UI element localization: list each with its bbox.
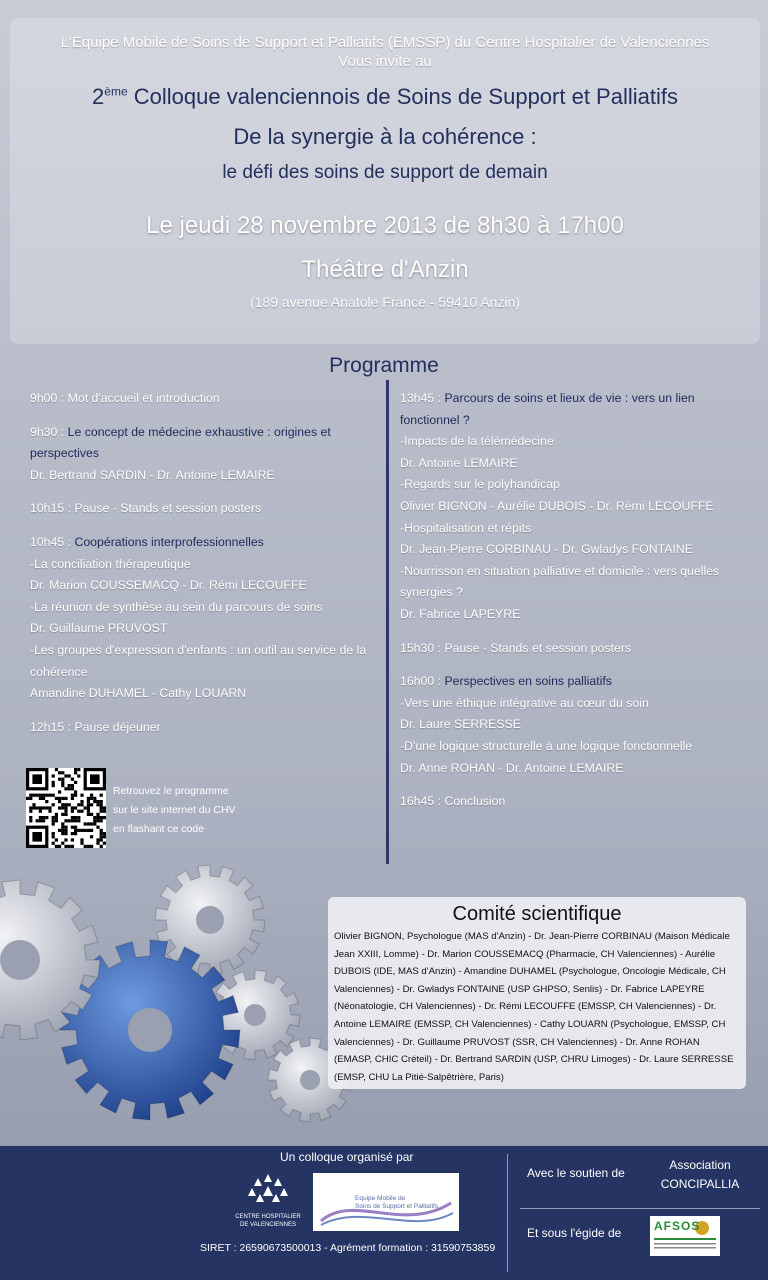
event-subtitle-1: De la synergie à la cohérence : <box>233 124 537 149</box>
qr-code[interactable] <box>26 768 106 848</box>
programme-session <box>30 388 385 410</box>
event-subtitle-2: le défi des soins de support de demain <box>222 162 548 183</box>
programme-session <box>400 388 745 626</box>
event-title-number: 2 <box>92 84 105 109</box>
session-time: 10h45 : <box>30 534 75 549</box>
chv-label <box>228 1213 308 1229</box>
session-title: Parcours de soins et lieux de vie : vers un lien fonctionnel ? <box>400 391 695 427</box>
session-line: Dr. Laure SERRESSE <box>400 717 521 732</box>
event-title-text: Colloque valenciennois de Soins de Support et Palliatifs <box>127 84 678 109</box>
session-heading <box>30 422 385 465</box>
session-line: -Hospitalisation et répits <box>400 520 532 535</box>
chv-logo-icon <box>246 1172 290 1206</box>
session-line: -La réunion de synthèse au sein du parcours de soins <box>30 599 323 614</box>
footer <box>0 1146 768 1280</box>
emssp-logo-text <box>355 1195 438 1211</box>
programme-session <box>30 717 385 739</box>
programme-session <box>400 671 745 779</box>
afsos-logo <box>650 1216 720 1256</box>
session-line: -D'une logique structurelle à une logique fonctionnelle <box>400 738 693 753</box>
programme-session <box>400 791 745 813</box>
session-heading <box>30 498 385 520</box>
session-title: Perspectives en soins palliatifs <box>444 674 612 689</box>
programme-session <box>30 422 385 487</box>
chv-logo <box>228 1172 308 1229</box>
support-label: Avec le soutien de <box>527 1166 625 1180</box>
footer-horizontal-divider <box>520 1208 760 1209</box>
organizer-line: L'Equipe Mobile de Soins de Support et Palliatifs (EMSSP) du Centre Hospitalier de Valenciennes <box>60 34 710 51</box>
session-line: Dr. Fabrice LAPEYRE <box>400 606 521 621</box>
session-title: Pause - Stands et session posters <box>74 501 262 516</box>
session-heading <box>30 388 385 410</box>
session-line: -Impacts de la télémédecine <box>400 434 554 449</box>
session-line: -La conciliation thérapeutique <box>30 556 191 571</box>
emssp-logo-line: Equipe Mobile de <box>355 1195 406 1202</box>
session-line: -Vers une éthique intégrative au cœur du soin <box>400 695 649 710</box>
session-time: 16h45 : <box>400 794 445 809</box>
session-time: 12h15 : <box>30 719 75 734</box>
emssp-logo <box>313 1173 459 1231</box>
session-time: 10h15 : <box>30 501 75 516</box>
session-time: 9h00 : <box>30 391 68 405</box>
session-title: Pause déjeuner <box>74 719 161 734</box>
programme-session <box>400 638 745 660</box>
session-title: Pause - Stands et session posters <box>444 640 632 655</box>
event-address: (189 avenue Anatole France - 59410 Anzin) <box>249 294 521 310</box>
session-line: -Les groupes d'expression d'enfants : un outil au service de la cohérence <box>30 642 367 679</box>
session-line: Dr. Anne ROHAN - Dr. Antoine LEMAIRE <box>400 760 624 775</box>
siret-info: SIRET : 26590673500013 - Agrément formation : 31590753859 <box>200 1242 496 1254</box>
session-heading <box>30 532 385 554</box>
session-heading <box>400 638 745 660</box>
session-title: Mot d'accueil et introduction <box>67 391 220 405</box>
event-venue: Théâtre d'Anzin <box>301 256 469 283</box>
session-time: 9h30 : <box>30 424 68 439</box>
programme-session <box>30 532 385 705</box>
programme-right-column <box>400 388 745 825</box>
session-heading <box>400 671 745 693</box>
programme-title: Programme <box>329 354 439 377</box>
programme-session <box>30 498 385 520</box>
session-heading <box>400 388 745 431</box>
aegis-label: Et sous l'égide de <box>527 1226 622 1240</box>
session-title: Coopérations interprofessionnelles <box>74 534 264 549</box>
invitation-header <box>10 18 760 344</box>
session-line: -Regards sur le polyhandicap <box>400 477 560 492</box>
event-date: Le jeudi 28 novembre 2013 de 8h30 à 17h00 <box>146 212 624 239</box>
chv-label-line: DE VALENCIENNES <box>240 1222 296 1228</box>
column-divider <box>386 380 389 864</box>
qr-caption-line: sur le site internet du CHV <box>113 804 236 816</box>
qr-caption-line: Retrouvez le programme <box>113 785 229 797</box>
association-name: CONCIPALLIA <box>660 1177 740 1191</box>
session-line: Dr. Guillaume PRUVOST <box>30 621 168 636</box>
qr-caption <box>113 782 236 839</box>
event-title <box>10 84 760 110</box>
association-label: Association <box>669 1158 731 1172</box>
session-line: -Nourrisson en situation palliative et domicile : vers quelles synergies ? <box>400 563 720 600</box>
concipallia-association <box>650 1156 750 1194</box>
programme-left-column <box>30 388 385 750</box>
session-line: Olivier BIGNON - Aurélie DUBOIS - Dr. Rémi LECOUFFE <box>400 498 714 513</box>
session-time: 15h30 : <box>400 640 445 655</box>
committee-members: Olivier BIGNON, Psychologue (MAS d'Anzin) - Dr. Jean-Pierre CORBINAU (Maison Médicale Jean XXIII, Lomme) - Dr. Marion COUSSEMACQ (Pharmacie, CH Valenciennes) - Aurélie DUBOIS (IDE, MAS d'Anzin) - Amandine DUHAMEL (Psychologue, Oncologie Médicale, CH Valenciennes) - Dr. Gwladys FONTAINE (USP GHPSO, Senlis) - Dr. Fabrice LAPEYRE (Néonatologie, CH Valenciennes) - Dr. Rémi LECOUFFE (EMSSP, CH Valenciennes) - Dr. Antoine LEMAIRE (EMSSP, CH Valenciennes) - Cathy LOUARN (Psychologue, EMSSP, CH Valenciennes) - Dr. Guillaume PRUVOST (SSR, CH Valenciennes) - Dr. Anne ROHAN (EMASP, CHIC Créteil) - Dr. Bertrand SARDIN (USP, CHRU Limoges) - Dr. Laure SERRESSE (EMSP, CHU La Pitié-Salpêtrière, Paris) <box>334 931 734 1083</box>
organized-by-label: Un colloque organisé par <box>280 1150 414 1164</box>
footer-vertical-divider <box>507 1154 508 1272</box>
event-title-sup: ème <box>104 84 128 99</box>
scientific-committee <box>328 897 746 1089</box>
invite-line: Vous invite au <box>338 53 432 70</box>
chv-label-line: CENTRE HOSPITALIER <box>235 1214 301 1220</box>
session-heading <box>400 791 745 813</box>
committee-title: Comité scientifique <box>452 903 622 925</box>
afsos-logo-text: AFSOS <box>654 1219 701 1233</box>
session-line: Dr. Marion COUSSEMACQ - Dr. Rémi LECOUFFE <box>30 578 307 593</box>
session-time: 13h45 : <box>400 391 445 405</box>
session-title: Le concept de médecine exhaustive : origines et perspectives <box>30 424 331 461</box>
session-heading <box>30 717 385 739</box>
session-time: 16h00 : <box>400 674 445 689</box>
qr-caption-line: en flashant ce code <box>113 823 205 835</box>
emssp-logo-line: Soins de Support et Palliatifs <box>355 1203 439 1210</box>
session-line: Dr. Jean-Pierre CORBINAU - Dr. Gwladys FONTAINE <box>400 542 693 557</box>
session-title: Conclusion <box>444 794 506 809</box>
session-line: Amandine DUHAMEL - Cathy LOUARN <box>30 686 247 701</box>
session-line: Dr. Bertrand SARDIN - Dr. Antoine LEMAIRE <box>30 467 275 482</box>
session-line: Dr. Antoine LEMAIRE <box>400 455 518 470</box>
qr-code-icon <box>26 768 106 848</box>
